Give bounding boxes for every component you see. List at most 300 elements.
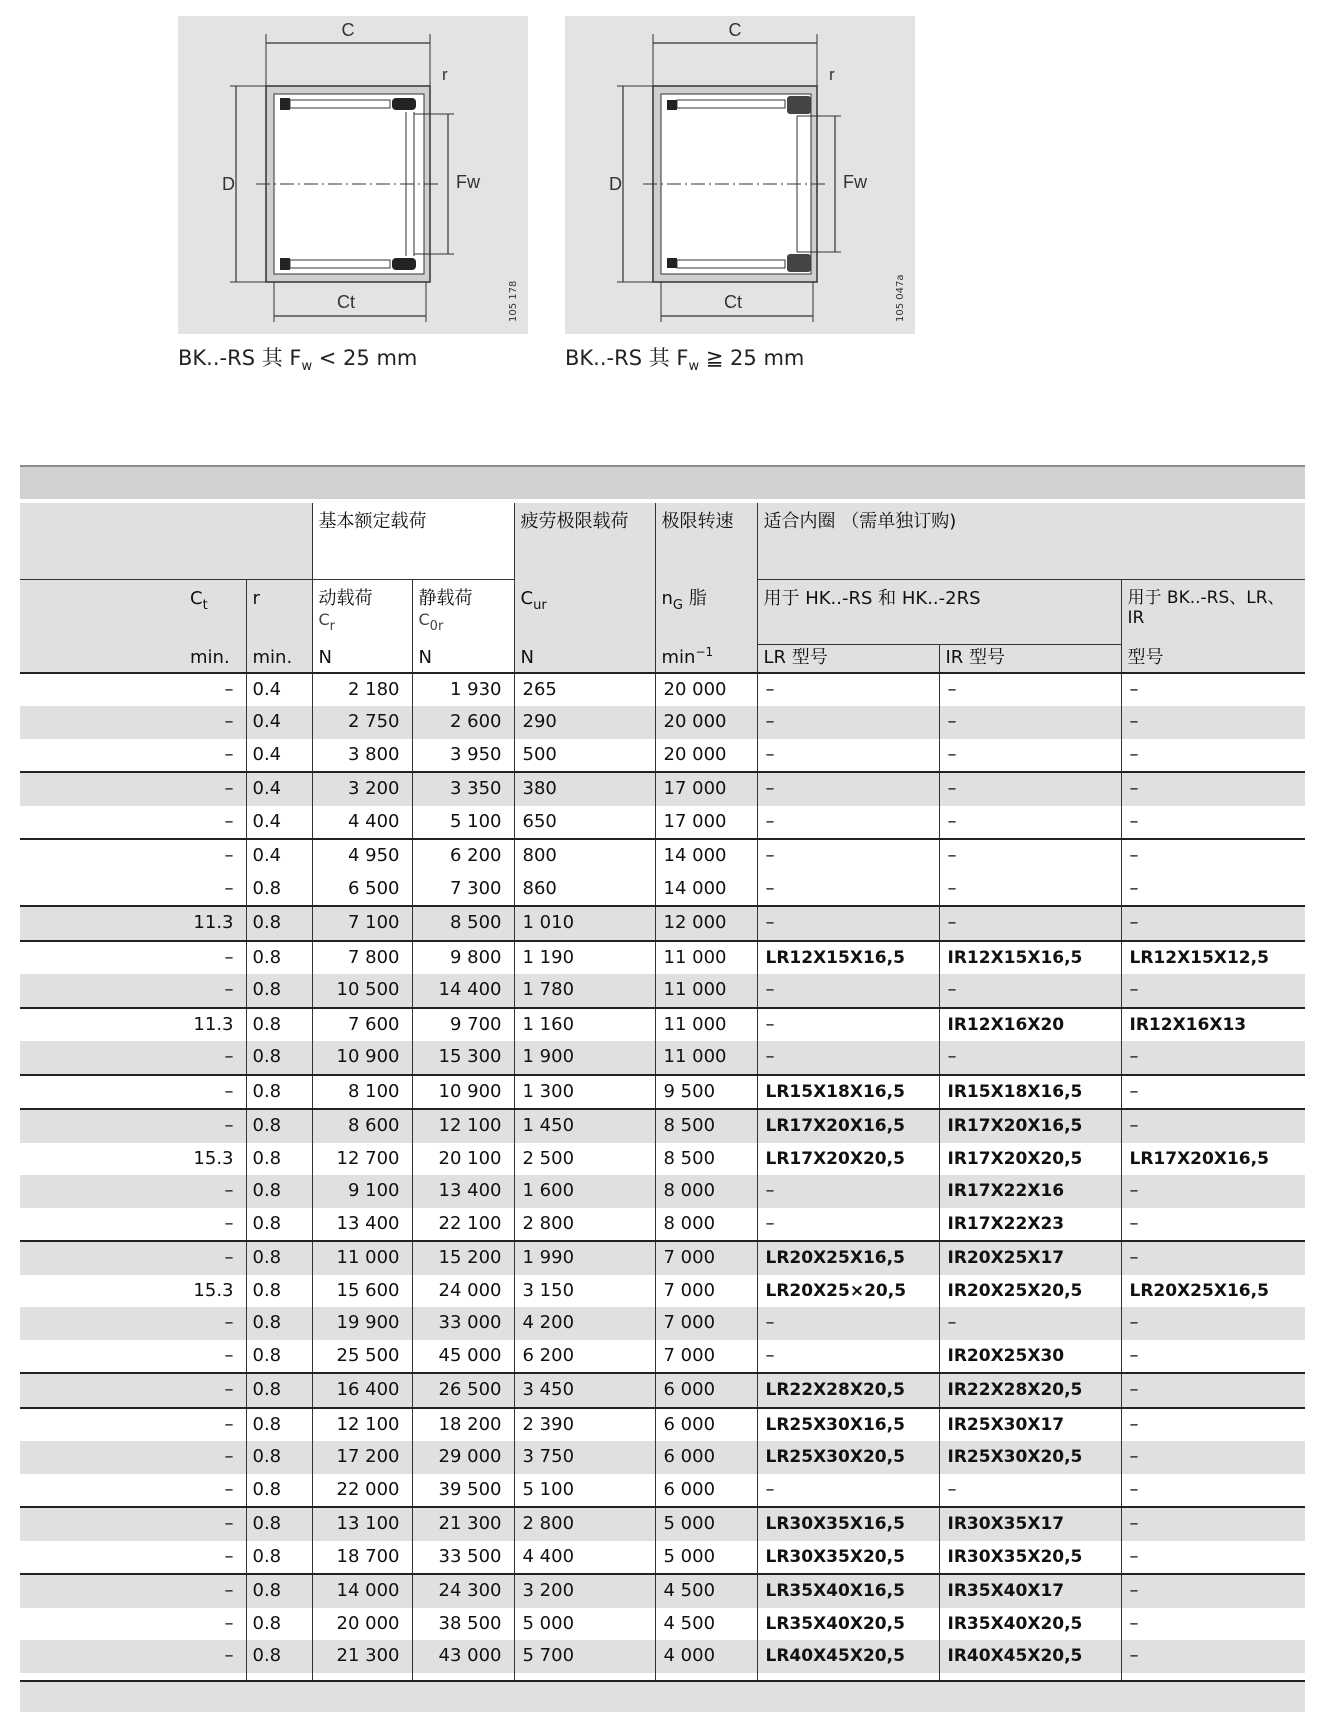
- cell-ir: IR12X15X16,5: [939, 941, 1121, 975]
- cell-bk: –: [1121, 974, 1305, 1008]
- cell-cr: 9 100: [312, 1175, 412, 1208]
- cell-lr: –: [757, 673, 939, 707]
- cell-c0r: 5 100: [412, 806, 514, 840]
- header-ct-sub: t: [202, 598, 208, 613]
- cell-c0r: 33 000: [412, 1307, 514, 1340]
- cell-cur: 3 750: [514, 1441, 655, 1474]
- unit-ng: [655, 645, 757, 673]
- table-body: [20, 673, 1305, 1706]
- cell-lr: LR25X30X16,5: [757, 1408, 939, 1442]
- cell-bk: –: [1121, 1041, 1305, 1075]
- cell-cur: 1 300: [514, 1075, 655, 1110]
- cell-cr: 17 200: [312, 1441, 412, 1474]
- cell-r: 0.4: [246, 673, 312, 707]
- cell-cur: 1 010: [514, 906, 655, 941]
- cell-ng: 4 500: [655, 1608, 757, 1641]
- cell-ng: 17 000: [655, 772, 757, 806]
- cell-r: 0.8: [246, 1109, 312, 1143]
- cell-ir: –: [939, 906, 1121, 941]
- cell-ng: 5 000: [655, 1507, 757, 1541]
- cell-cr: 13 400: [312, 1208, 412, 1242]
- table-row: [20, 941, 1305, 975]
- cell-ng: 8 500: [655, 1143, 757, 1176]
- unit-r: min.: [246, 645, 312, 673]
- cell-ng: 8 000: [655, 1175, 757, 1208]
- dim-r-label: r: [829, 65, 835, 84]
- cell-lr: –: [757, 1340, 939, 1374]
- cell-bk: IR12X16X13: [1121, 1008, 1305, 1042]
- cell-cr: 4 400: [312, 806, 412, 840]
- cell-cur: 1 900: [514, 1041, 655, 1075]
- bearing-spec-table: [20, 503, 1305, 1705]
- cell-c0r: 24 300: [412, 1574, 514, 1608]
- cell-r: 0.8: [246, 1208, 312, 1242]
- cell-lr: –: [757, 772, 939, 806]
- unit-cur: N: [514, 645, 655, 673]
- figure-code-2: 105 047a: [895, 274, 906, 322]
- cell-c0r: 14 400: [412, 974, 514, 1008]
- cell-lr: –: [757, 1175, 939, 1208]
- cell-c0r: 45 000: [412, 1340, 514, 1374]
- cell-bk: –: [1121, 806, 1305, 840]
- cell-r: 0.8: [246, 1373, 312, 1408]
- cell-cur: 2 800: [514, 1507, 655, 1541]
- table-row: [20, 1008, 1305, 1042]
- table-row: [20, 1608, 1305, 1641]
- cell-ct: –: [224, 678, 234, 700]
- cell-bk: –: [1121, 673, 1305, 707]
- cell-r: 0.8: [246, 1143, 312, 1176]
- cell-ng: 6 000: [655, 1441, 757, 1474]
- cell-ct: –: [20, 941, 246, 975]
- table-bottom-bar: [20, 1680, 1305, 1712]
- cell-ng: 6 000: [655, 1408, 757, 1442]
- cell-cr: 10 900: [312, 1041, 412, 1075]
- cell-cur: 3 200: [514, 1574, 655, 1608]
- cell-ng: 4 000: [655, 1640, 757, 1673]
- cell-c0r: 38 500: [412, 1608, 514, 1641]
- cell-c0r: 7 300: [412, 873, 514, 907]
- cell-ct: –: [20, 1373, 246, 1408]
- cell-bk: –: [1121, 906, 1305, 941]
- cell-lr: –: [757, 906, 939, 941]
- header-cur: [514, 580, 655, 645]
- cell-ng: 20 000: [655, 673, 757, 707]
- cell-ct: –: [20, 1574, 246, 1608]
- cell-bk: –: [1121, 1175, 1305, 1208]
- cell-c0r: 6 200: [412, 839, 514, 873]
- cell-cr: 19 900: [312, 1307, 412, 1340]
- unit-ng-base: min: [661, 646, 696, 668]
- figure-caption-2: [565, 342, 804, 374]
- cell-cur: 2 800: [514, 1208, 655, 1242]
- cell-ct: –: [20, 1241, 246, 1275]
- cell-ir: –: [939, 1474, 1121, 1508]
- cell-ng: 6 000: [655, 1474, 757, 1508]
- cell-ir: IR25X30X20,5: [939, 1441, 1121, 1474]
- cell-c0r: 9 700: [412, 1008, 514, 1042]
- cell-r: 0.8: [246, 974, 312, 1008]
- cell-c0r: 24 000: [412, 1275, 514, 1308]
- cell-ng: 14 000: [655, 839, 757, 873]
- cell-ct: –: [20, 1175, 246, 1208]
- cell-ct: –: [20, 1441, 246, 1474]
- cell-cr: 25 500: [312, 1340, 412, 1374]
- cell-bk: LR12X15X12,5: [1121, 941, 1305, 975]
- cell-cr: 3 200: [312, 772, 412, 806]
- cell-lr: LR12X15X16,5: [757, 941, 939, 975]
- bearing-figure-1: [178, 16, 528, 334]
- cell-c0r: 18 200: [412, 1408, 514, 1442]
- cell-r: 0.4: [246, 772, 312, 806]
- cell-bk: –: [1121, 1109, 1305, 1143]
- table-row: [20, 1208, 1305, 1242]
- figure-code-1: 105 178: [508, 280, 519, 322]
- table-row: [20, 1175, 1305, 1208]
- figure-caption-1: [178, 342, 417, 374]
- cell-ng: 7 000: [655, 1340, 757, 1374]
- cell-ng: 4 500: [655, 1574, 757, 1608]
- cell-lr: LR35X40X20,5: [757, 1608, 939, 1641]
- cell-cur: 1 450: [514, 1109, 655, 1143]
- cell-lr: LR30X35X16,5: [757, 1507, 939, 1541]
- header-ng-sym: n: [661, 587, 673, 609]
- cell-r: 0.8: [246, 1474, 312, 1508]
- cell-lr: LR30X35X20,5: [757, 1541, 939, 1575]
- cell-bk: –: [1121, 873, 1305, 907]
- cell-cur: 2 500: [514, 1143, 655, 1176]
- cell-ct: –: [20, 1109, 246, 1143]
- cell-c0r: 39 500: [412, 1474, 514, 1508]
- cell-r: 0.8: [246, 1075, 312, 1110]
- table-row: [20, 772, 1305, 806]
- cell-cr: 22 000: [312, 1474, 412, 1508]
- cell-ct: –: [224, 1478, 234, 1500]
- cell-c0r: 8 500: [412, 906, 514, 941]
- cell-bk: –: [1121, 1373, 1305, 1408]
- cell-cur: 4 200: [514, 1307, 655, 1340]
- cell-cr: 10 500: [312, 974, 412, 1008]
- cell-lr: –: [757, 974, 939, 1008]
- cell-cur: 5 100: [514, 1474, 655, 1508]
- header-ct: [20, 580, 246, 645]
- cell-c0r: 29 000: [412, 1441, 514, 1474]
- cell-lr: LR20X25×20,5: [757, 1275, 939, 1308]
- cell-ng: 11 000: [655, 974, 757, 1008]
- header-ng-sub: G: [672, 597, 683, 613]
- cell-cr: 4 950: [312, 839, 412, 873]
- cell-bk: –: [1121, 1474, 1305, 1508]
- header-dynamic: [312, 580, 412, 645]
- table-row: [20, 806, 1305, 840]
- header-bk: 型号: [1121, 645, 1305, 673]
- cell-ng: 14 000: [655, 873, 757, 907]
- cell-lr: –: [757, 806, 939, 840]
- cell-r: 0.8: [246, 1441, 312, 1474]
- cell-ng: 7 000: [655, 1241, 757, 1275]
- header-dynamic-sub: r: [329, 618, 336, 634]
- cell-bk: –: [1121, 1541, 1305, 1575]
- table-row: [20, 1640, 1305, 1673]
- cell-cr: 11 000: [312, 1241, 412, 1275]
- header-fatigue: 疲劳极限载荷: [514, 503, 655, 580]
- caption-2-suffix: ≧ 25 mm: [699, 346, 805, 370]
- cell-cur: 3 150: [514, 1275, 655, 1308]
- cell-c0r: 26 500: [412, 1373, 514, 1408]
- cell-c0r: 13 400: [412, 1175, 514, 1208]
- cell-bk: –: [1121, 1640, 1305, 1673]
- cell-cr: 12 700: [312, 1143, 412, 1176]
- dim-fw-label: Fw: [843, 172, 867, 192]
- table-row: [20, 1408, 1305, 1442]
- table-row: [20, 1307, 1305, 1340]
- cell-bk: –: [1121, 739, 1305, 773]
- cell-cr: 2 180: [312, 673, 412, 707]
- table-row: [20, 1143, 1305, 1176]
- cell-r: 0.8: [246, 1608, 312, 1641]
- cell-r: 0.8: [246, 1307, 312, 1340]
- dim-fw-label: Fw: [456, 172, 480, 192]
- table-row: [20, 873, 1305, 907]
- cell-lr: –: [757, 1208, 939, 1242]
- cell-cur: 1 780: [514, 974, 655, 1008]
- cell-ct: –: [224, 1344, 234, 1366]
- cell-ir: –: [939, 739, 1121, 773]
- cell-r: 0.8: [246, 873, 312, 907]
- cell-cur: 1 190: [514, 941, 655, 975]
- cell-r: 0.8: [246, 906, 312, 941]
- bearing-figure-2: [565, 16, 915, 334]
- cell-ir: IR35X40X20,5: [939, 1608, 1121, 1641]
- cell-ng: 12 000: [655, 906, 757, 941]
- cell-ir: –: [939, 839, 1121, 873]
- cell-cur: 6 200: [514, 1340, 655, 1374]
- header-speed: 极限转速: [655, 503, 757, 580]
- table-row: [20, 906, 1305, 941]
- cell-cr: 15 600: [312, 1275, 412, 1308]
- cell-ir: IR20X25X20,5: [939, 1275, 1121, 1308]
- header-cur-sym: C: [520, 587, 534, 609]
- cell-r: 0.8: [246, 1640, 312, 1673]
- cell-cur: 500: [514, 739, 655, 773]
- header-cur-sub: ur: [533, 597, 547, 613]
- header-ct-sym: C: [190, 588, 203, 609]
- cell-c0r: 2 600: [412, 706, 514, 739]
- cell-lr: –: [757, 706, 939, 739]
- cell-lr: –: [757, 839, 939, 873]
- cell-c0r: 43 000: [412, 1640, 514, 1673]
- table-row: [20, 1275, 1305, 1308]
- cell-ir: IR35X40X17: [939, 1574, 1121, 1608]
- table-row: [20, 1109, 1305, 1143]
- cell-ct: –: [224, 1212, 234, 1234]
- cell-bk: –: [1121, 706, 1305, 739]
- caption-1-suffix: < 25 mm: [312, 346, 418, 370]
- table-row: [20, 1075, 1305, 1110]
- cell-lr: –: [757, 873, 939, 907]
- cell-c0r: 22 100: [412, 1208, 514, 1242]
- cell-r: 0.8: [246, 1574, 312, 1608]
- table-row: [20, 1041, 1305, 1075]
- header-ng: [655, 580, 757, 645]
- table-header: [20, 503, 1305, 673]
- cell-cur: 4 400: [514, 1541, 655, 1575]
- header-static-sym: C: [418, 609, 430, 629]
- cell-ct: –: [224, 810, 234, 832]
- cell-c0r: 15 200: [412, 1241, 514, 1275]
- cell-bk: –: [1121, 1340, 1305, 1374]
- dim-c-label: C: [341, 20, 355, 40]
- header-for-hk: 用于 HK..-RS 和 HK..-2RS: [757, 580, 1121, 645]
- cell-ir: –: [939, 772, 1121, 806]
- cell-ir: IR30X35X17: [939, 1507, 1121, 1541]
- cell-ir: –: [939, 873, 1121, 907]
- cell-cr: 3 800: [312, 739, 412, 773]
- cell-c0r: 20 100: [412, 1143, 514, 1176]
- cell-ir: –: [939, 974, 1121, 1008]
- cell-ir: IR12X16X20: [939, 1008, 1121, 1042]
- caption-2-prefix: BK..-RS 其 F: [565, 346, 689, 370]
- caption-2-sub: w: [688, 359, 700, 375]
- cell-cur: 380: [514, 772, 655, 806]
- cell-cr: 12 100: [312, 1408, 412, 1442]
- cell-ng: 8 500: [655, 1109, 757, 1143]
- cell-lr: LR25X30X20,5: [757, 1441, 939, 1474]
- cell-lr: –: [757, 1008, 939, 1042]
- cell-r: 0.8: [246, 1507, 312, 1541]
- table-top-bar: [20, 465, 1305, 499]
- cell-r: 0.4: [246, 806, 312, 840]
- cell-cur: 5 700: [514, 1640, 655, 1673]
- cell-bk: –: [1121, 1208, 1305, 1242]
- table-row: [20, 1441, 1305, 1474]
- cell-r: 0.8: [246, 1340, 312, 1374]
- table-row: [20, 1373, 1305, 1408]
- cell-lr: LR15X18X16,5: [757, 1075, 939, 1110]
- table-row: [20, 673, 1305, 707]
- cell-ir: IR25X30X17: [939, 1408, 1121, 1442]
- table-row: [20, 1507, 1305, 1541]
- cell-c0r: 21 300: [412, 1507, 514, 1541]
- table-row: [20, 1340, 1305, 1374]
- cell-bk: –: [1121, 1241, 1305, 1275]
- dim-r-label: r: [442, 65, 448, 84]
- cell-lr: LR22X28X20,5: [757, 1373, 939, 1408]
- table-row: [20, 1241, 1305, 1275]
- cell-cur: 860: [514, 873, 655, 907]
- cell-ir: IR17X22X23: [939, 1208, 1121, 1242]
- cell-ir: IR15X18X16,5: [939, 1075, 1121, 1110]
- cell-cur: 1 600: [514, 1175, 655, 1208]
- cell-cr: 8 100: [312, 1075, 412, 1110]
- cell-cr: 8 600: [312, 1109, 412, 1143]
- cell-cr: 20 000: [312, 1608, 412, 1641]
- cell-ct: –: [20, 974, 246, 1008]
- bearing-drawing-1: [178, 16, 528, 334]
- cell-ct: –: [20, 1408, 246, 1442]
- cell-cr: 6 500: [312, 873, 412, 907]
- cell-cur: 3 450: [514, 1373, 655, 1408]
- unit-dynamic: N: [312, 645, 412, 673]
- table-row: [20, 1474, 1305, 1508]
- cell-cur: 265: [514, 673, 655, 707]
- cell-ng: 6 000: [655, 1373, 757, 1408]
- cell-ct: –: [224, 743, 234, 765]
- cell-ct: –: [20, 839, 246, 873]
- cell-r: 0.8: [246, 1541, 312, 1575]
- cell-c0r: 12 100: [412, 1109, 514, 1143]
- cell-cr: 18 700: [312, 1541, 412, 1575]
- cell-ng: 17 000: [655, 806, 757, 840]
- cell-r: 0.8: [246, 1275, 312, 1308]
- cell-ir: IR17X20X20,5: [939, 1143, 1121, 1176]
- table-row: [20, 1574, 1305, 1608]
- cell-ng: 5 000: [655, 1541, 757, 1575]
- unit-static: N: [412, 645, 514, 673]
- cell-ir: IR17X20X16,5: [939, 1109, 1121, 1143]
- cell-bk: –: [1121, 1307, 1305, 1340]
- cell-cur: 1 160: [514, 1008, 655, 1042]
- cell-cr: 7 100: [312, 906, 412, 941]
- dim-d-label: D: [222, 174, 235, 194]
- cell-ng: 7 000: [655, 1275, 757, 1308]
- cell-lr: LR17X20X16,5: [757, 1109, 939, 1143]
- table-row: [20, 839, 1305, 873]
- cell-ct: –: [224, 877, 234, 899]
- cell-r: 0.8: [246, 1241, 312, 1275]
- cell-cr: 14 000: [312, 1574, 412, 1608]
- cell-ir: –: [939, 806, 1121, 840]
- cell-bk: –: [1121, 1408, 1305, 1442]
- dim-ct-label: Ct: [337, 292, 355, 312]
- cell-lr: LR17X20X20,5: [757, 1143, 939, 1176]
- cell-ng: 11 000: [655, 1008, 757, 1042]
- cell-ct: –: [20, 1041, 246, 1075]
- cell-bk: LR17X20X16,5: [1121, 1143, 1305, 1176]
- table-row: [20, 974, 1305, 1008]
- cell-lr: –: [757, 739, 939, 773]
- cell-lr: LR40X45X20,5: [757, 1640, 939, 1673]
- header-inner-rings: 适合内圈 （需单独订购): [757, 503, 1305, 580]
- cell-cur: 650: [514, 806, 655, 840]
- cell-c0r: 33 500: [412, 1541, 514, 1575]
- header-static-sub: 0r: [429, 618, 444, 634]
- cell-c0r: 3 350: [412, 772, 514, 806]
- cell-bk: –: [1121, 1441, 1305, 1474]
- cell-ct: 11.3: [20, 906, 246, 941]
- cell-cr: 7 600: [312, 1008, 412, 1042]
- cell-ct: –: [224, 1545, 234, 1567]
- header-static-label: 静载荷: [418, 588, 473, 609]
- cell-ir: –: [939, 1041, 1121, 1075]
- header-basic-load: 基本额定载荷: [312, 503, 514, 580]
- cell-cur: 2 390: [514, 1408, 655, 1442]
- cell-r: 0.8: [246, 1408, 312, 1442]
- cell-lr: –: [757, 1307, 939, 1340]
- cell-c0r: 15 300: [412, 1041, 514, 1075]
- cell-ir: IR17X22X16: [939, 1175, 1121, 1208]
- cell-cur: 5 000: [514, 1608, 655, 1641]
- cell-ir: –: [939, 706, 1121, 739]
- unit-ct: min.: [20, 645, 246, 673]
- cell-ng: 11 000: [655, 1041, 757, 1075]
- cell-cr: 21 300: [312, 1640, 412, 1673]
- cell-ng: 20 000: [655, 706, 757, 739]
- header-r: r: [246, 580, 312, 645]
- cell-c0r: 9 800: [412, 941, 514, 975]
- cell-lr: –: [757, 1474, 939, 1508]
- unit-ng-sup: −1: [695, 644, 714, 659]
